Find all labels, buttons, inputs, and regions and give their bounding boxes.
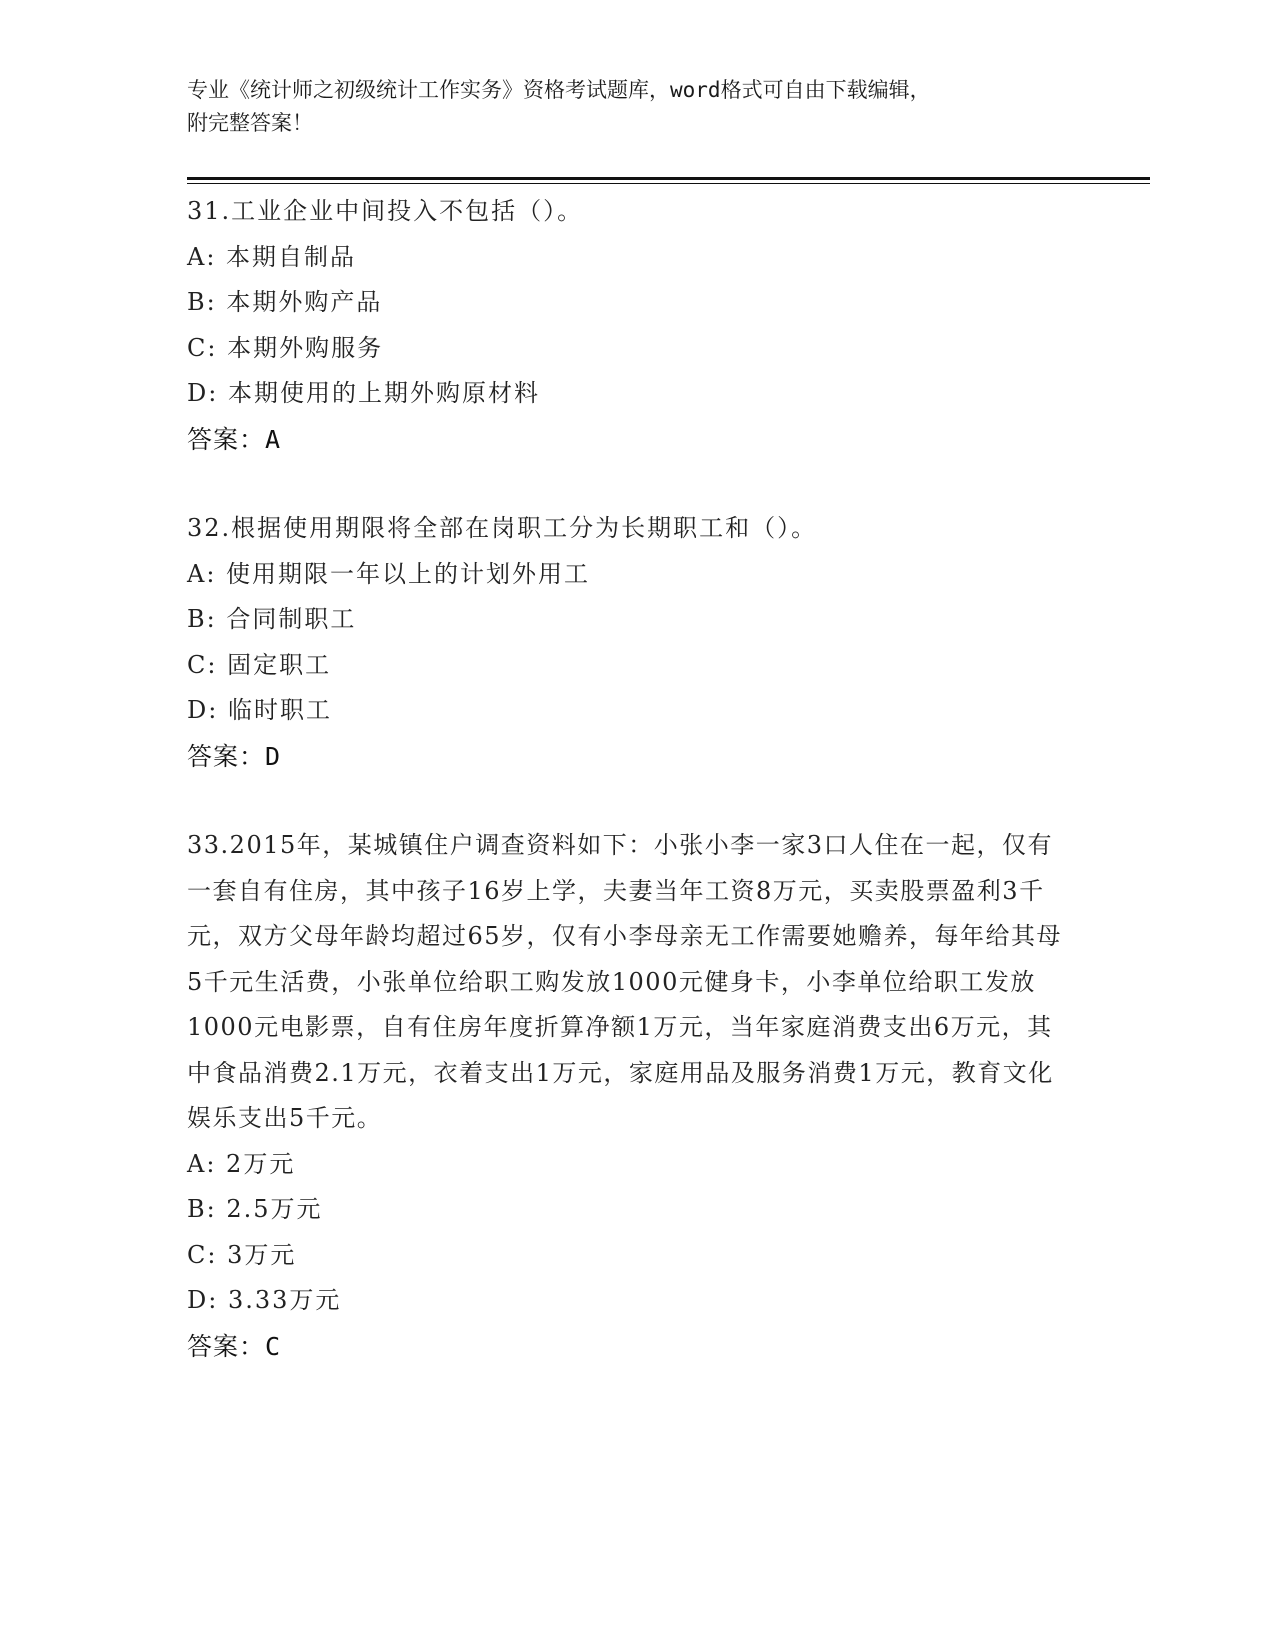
- header-line-2: 附完整答案！: [187, 111, 313, 135]
- answer-label: 答案：D: [187, 741, 282, 771]
- question-33: [187, 823, 1077, 1369]
- answer-label: 答案：A: [187, 424, 282, 454]
- option-a: A: 2万元: [187, 1149, 296, 1178]
- option-a: A: 本期自制品: [187, 242, 357, 271]
- option-b: B: 本期外购产品: [187, 288, 383, 316]
- option-a: A: 使用期限一年以上的计划外用工: [187, 559, 591, 588]
- option-b: B: 2.5万元: [187, 1195, 323, 1223]
- question-31: [187, 189, 1087, 462]
- option-d: D: 本期使用的上期外购原材料: [187, 379, 540, 407]
- question-stem: 32.根据使用期限将全部在岗职工分为长期职工和（）。: [187, 514, 818, 542]
- header-line-1: 专业《统计师之初级统计工作实务》资格考试题库，word格式可自由下载编辑，: [187, 78, 931, 102]
- question-32: [187, 506, 1087, 779]
- option-c: C: 3万元: [187, 1240, 297, 1269]
- header-divider-thin: [187, 183, 1150, 184]
- question-stem: 33.2015年，某城镇住户调查资料如下：小张小李一家3口人住在一起，仅有一套自有住房，其中孩子16岁上学，夫妻当年工资8万元，买卖股票盈利3千元，双方父母年龄均超过65岁，仅有小李母亲无工作需要她赡养，每年给其母5千元生活费，小张单位给职工购发放1000元健身卡，小李单位给职工发放1000元电影票，自有住房年度折算净额1万元，当年家庭消费支出6万元，其中食品消费2.1万元，衣着支出1万元，家庭用品及服务消费1万元，教育文化娱乐支出5千元。: [187, 831, 1063, 1132]
- option-c: C: 本期外购服务: [187, 333, 384, 362]
- header-divider-thick: [187, 177, 1150, 180]
- option-b: B: 合同制职工: [187, 605, 357, 633]
- option-d: D: 临时职工: [187, 696, 332, 724]
- question-stem: 31.工业企业中间投入不包括（）。: [187, 197, 584, 225]
- option-d: D: 3.33万元: [187, 1286, 342, 1314]
- answer-label: 答案：C: [187, 1331, 282, 1361]
- option-c: C: 固定职工: [187, 650, 332, 679]
- document-header: [187, 74, 1067, 140]
